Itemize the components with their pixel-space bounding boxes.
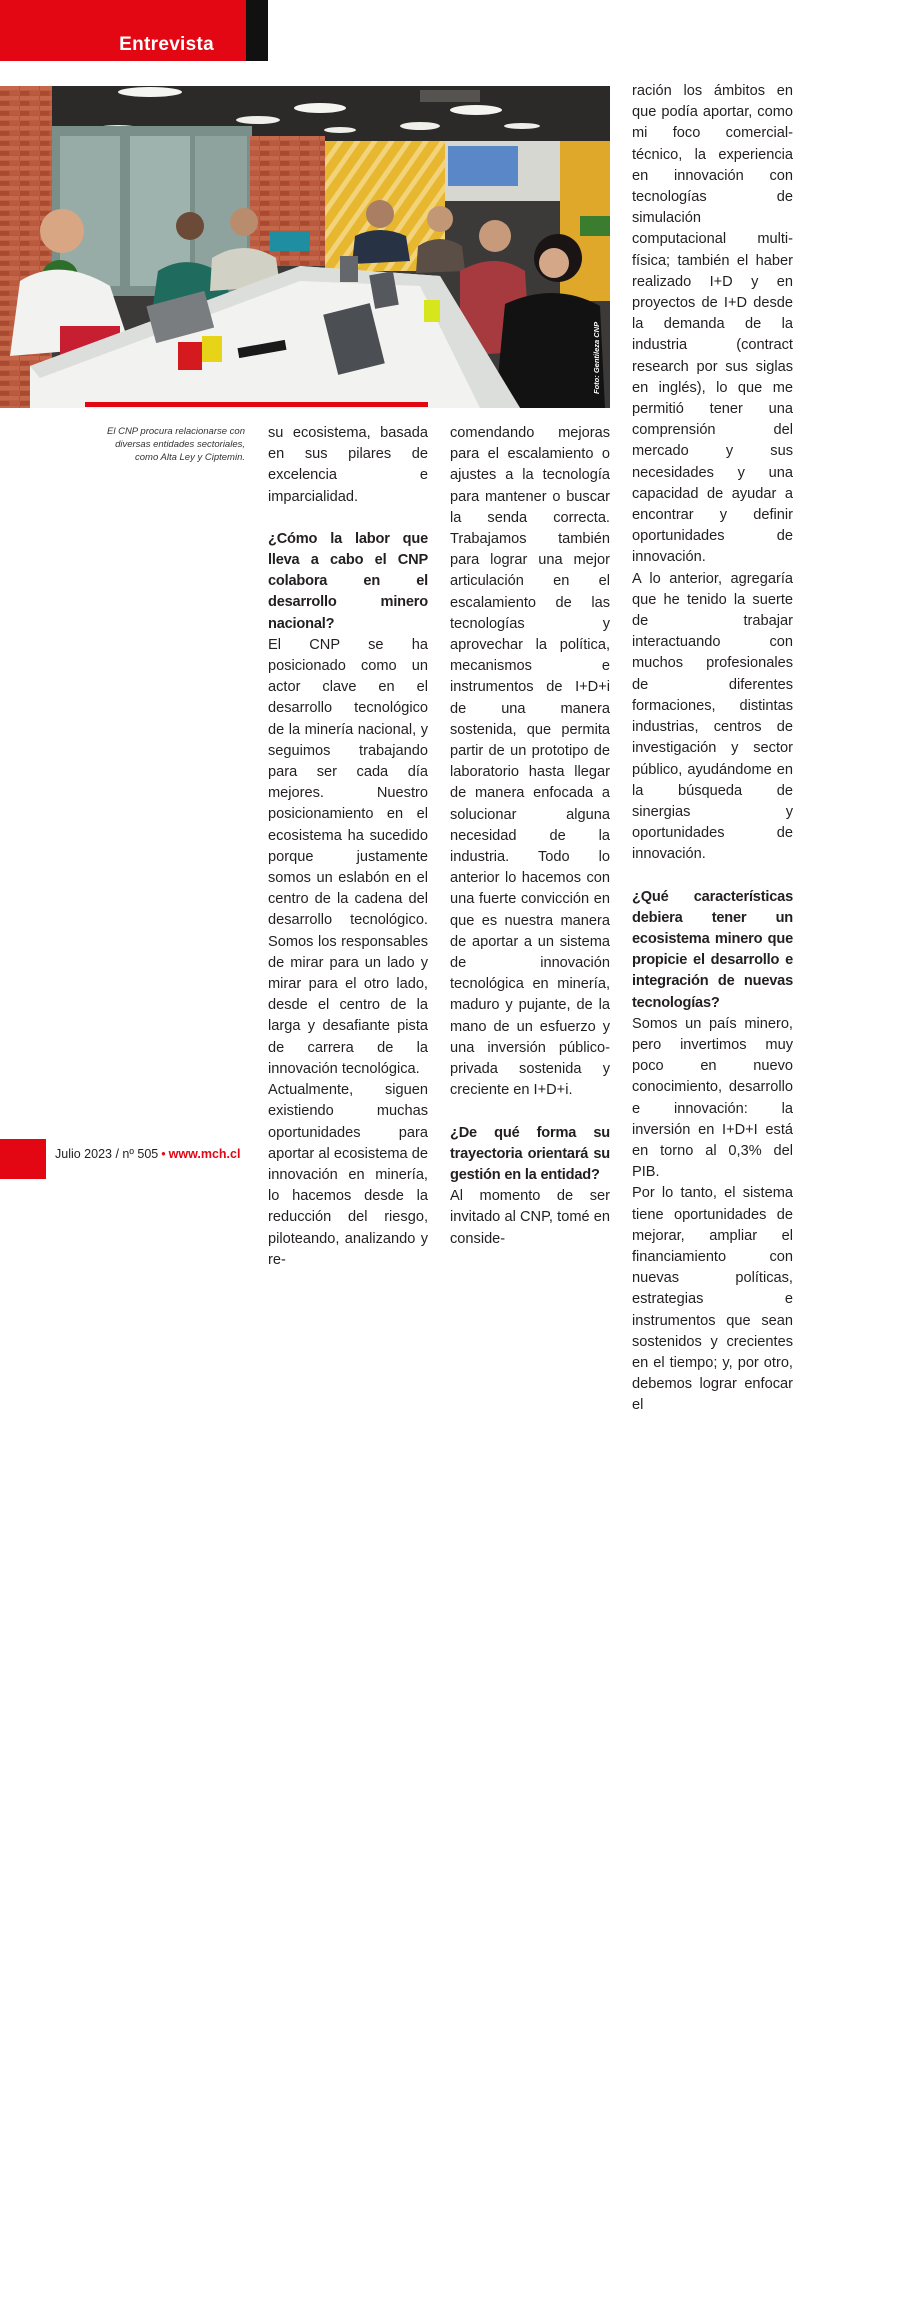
website-link[interactable]: www.mch.cl	[168, 1147, 241, 1161]
paragraph: ración los ámbitos en que podía aportar, como mi foco comercial-técnico, la experiencia en innovación con tecnologías de simulación computacional multi-física; también el haber realizado I+D y en proyectos de I+D desde la demanda de la industria (contract research por sus siglas en inglés), lo que me permitió tener una comprensión del mercado y sus necesidades y una capacidad de ayudar a encontrar y definir oportunidades de innovación.	[632, 83, 793, 566]
photo-caption: El CNP procura relacionarse con diversas entidades sectoriales, como Alta Ley y Ciptemin.	[107, 426, 245, 463]
photo-red-rule	[85, 402, 428, 407]
paragraph: su ecosistema, basada en sus pilares de excelencia e imparcialidad.	[268, 425, 428, 505]
paragraph-gap	[268, 508, 428, 529]
footer-page-block	[0, 1139, 46, 2301]
section-tab-accent	[246, 0, 268, 61]
question-heading: ¿Qué características debiera tener un ecosistema minero que propicie el desarrollo e integración de nuevas tecnologías?	[632, 888, 793, 1011]
paragraph: El CNP se ha posicionado como un actor clave en el desarrollo tecnológico de la minería nacional, y seguimos trabajando para ser cada día mejores. Nuestro posicionamiento en el ecosistema ha sucedido porque justamente somos un eslabón en el centro de la cadena del desarrollo tecnológico. Somos los responsables de mirar para un lado y mirar para el otro lado, desde el centro de la larga y desafiante pista de carrera de la innovación tecnológica.	[268, 636, 428, 1077]
question-heading: ¿Cómo la labor que lleva a cabo el CNP colabora en el desarrollo minero nacional?	[268, 530, 428, 632]
footer-separator: •	[161, 1147, 166, 1161]
text-column-1	[268, 423, 428, 1271]
section-label: Entrevista	[119, 34, 214, 55]
text-column-3	[632, 81, 793, 1417]
paragraph: A lo anterior, agregaría que he tenido la suerte de trabajar interactuando con muchos profesionales de diferentes formaciones, distintas industrias, centros de investigación y sector público, ayudándome en la búsqueda de sinergias y oportunidades de innovación.	[632, 570, 793, 863]
section-tab	[0, 0, 246, 61]
page-number: 56	[10, 2287, 24, 2301]
paragraph: comendando mejoras para el escalamiento o ajustes a la tecnología para mantener o buscar la senda correcta. Trabajamos también para lograr una mejor articulación en el escalamiento de las tecnologías y aprovechar la política, mecanismos e instrumentos de I+D+i de una manera sostenida, que permita partir de un prototipo de laboratorio hasta llegar de manera enfocada a solucionar alguna necesidad de la industria. Todo lo anterior lo hacemos con una fuerte convicción en que es nuestra manera de aportar a un sistema de innovación tecnológica en minería, maduro y pujante, de la mano de un esfuerzo y una inversión público-privada sostenida y creciente en I+D+i.	[450, 425, 610, 1099]
issue-date: Julio 2023 / nº 505	[55, 1147, 159, 1161]
paragraph: Somos un país minero, pero invertimos muy poco en nuevo conocimiento, desarrollo e innovación: la inversión en I+D+I está en torno al 0,3% del PIB.	[632, 1015, 793, 1181]
photo-credit: Foto: Gentileza CNP	[592, 321, 601, 394]
paragraph: Al momento de ser invitado al CNP, tomé en conside-	[450, 1188, 610, 1247]
text-column-2	[450, 423, 610, 1250]
footer-issue-line	[55, 1147, 240, 1161]
meeting-photo	[0, 86, 610, 408]
paragraph: Actualmente, siguen existiendo muchas oportunidades para aportar al ecosistema de innovación en minería, lo hacemos desde la reducción del riesgo, piloteando, analizando y re-	[268, 1082, 428, 1268]
paragraph: Por lo tanto, el sistema tiene oportunidades de mejorar, ampliar el financiamiento con nuevas políticas, estrategias e instrumentos que sean sostenidos y crecientes en el tiempo; y, por otro, debemos lograr enfocar el	[632, 1185, 793, 1414]
question-heading: ¿De qué forma su trayectoria orientará su gestión en la entidad?	[450, 1124, 610, 1183]
